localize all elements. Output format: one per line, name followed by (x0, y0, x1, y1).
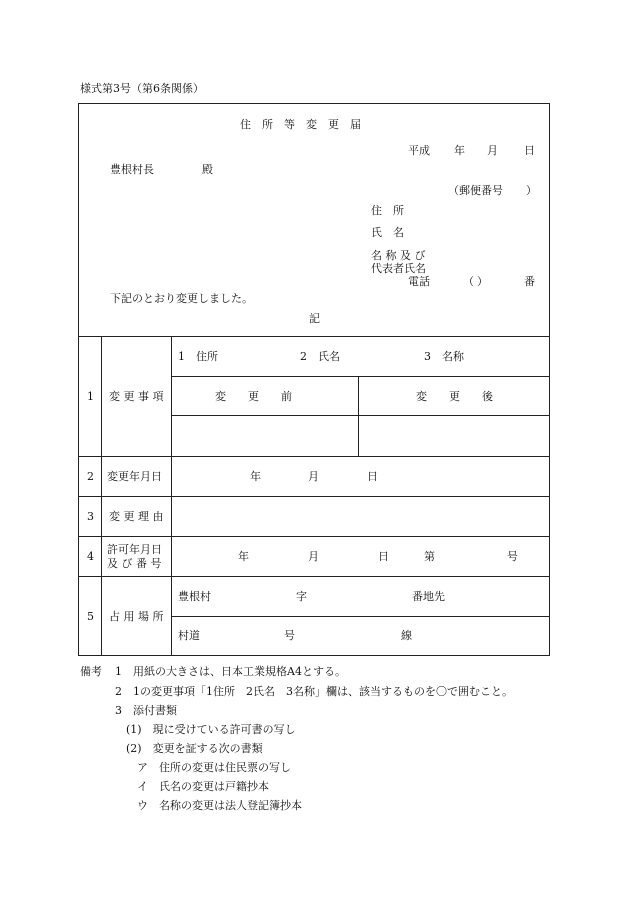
applicant-phone: 電話 (408, 275, 430, 288)
row1-no: 1 (87, 390, 94, 403)
addressee: 豊根村長 (110, 163, 154, 176)
date-year: 年 (454, 144, 465, 157)
date-month: 月 (487, 144, 498, 157)
remark-item: ウ 名称の変更は法人登記簿抄本 (137, 799, 302, 812)
location-go: 号 (284, 629, 295, 642)
applicant-corp-2: 代表者氏名 (371, 262, 426, 275)
grid-line (78, 536, 550, 537)
applicant-name: 氏 名 (371, 226, 404, 239)
phone-paren-close: ） (477, 275, 488, 288)
row5-label: 占 用 場 所 (109, 610, 164, 623)
grid-line (171, 376, 550, 377)
applicant-corp-1: 名 称 及 び (371, 249, 426, 262)
remark-item: 3 添付書類 (115, 704, 177, 717)
row2-year: 年 (250, 470, 261, 483)
before-value-field[interactable] (172, 417, 357, 455)
row1-label: 変 更 事 項 (109, 390, 164, 403)
after-header: 変 更 後 (416, 390, 493, 403)
row4-label-1: 許可年月日 (107, 543, 162, 556)
row4-go: 号 (507, 550, 518, 563)
remark-item: (2) 変更を証する次の書類 (126, 742, 263, 755)
row3-no: 3 (87, 510, 94, 523)
grid-line (78, 576, 550, 577)
postal-open: （郵便番号 (448, 184, 503, 197)
row4-day: 日 (378, 550, 389, 563)
remark-item: イ 氏名の変更は戸籍抄本 (137, 780, 269, 793)
form-title: 住 所 等 変 更 届 (240, 118, 361, 131)
row5-no: 5 (87, 610, 94, 623)
after-value-field[interactable] (359, 417, 549, 455)
grid-line (78, 336, 550, 337)
row4-label-2: 及 び 番 号 (107, 557, 162, 570)
row3-label: 変 更 理 由 (109, 510, 164, 523)
reason-field[interactable] (172, 497, 549, 535)
grid-line (78, 456, 550, 457)
row2-label: 変更年月日 (107, 470, 162, 483)
location-road: 村道 (178, 629, 200, 642)
honorific: 殿 (202, 163, 213, 176)
date-day: 日 (524, 144, 535, 157)
row2-day: 日 (367, 470, 378, 483)
location-aza: 字 (296, 590, 307, 603)
phone-paren-open: （ (463, 275, 474, 288)
postal-close: ） (526, 184, 537, 197)
remark-item: 1 用紙の大きさは、日本工業規格A4とする。 (115, 665, 346, 678)
before-header: 変 更 前 (215, 390, 292, 403)
notice-text: 下記のとおり変更しました。 (110, 292, 253, 305)
row2-no: 2 (87, 470, 94, 483)
remark-item: (1) 現に受けている許可書の写し (126, 723, 296, 736)
applicant-address: 住 所 (371, 204, 404, 217)
remarks-header: 備考 (80, 665, 102, 678)
row2-month: 月 (308, 470, 319, 483)
date-era: 平成 (408, 144, 430, 157)
row4-no: 4 (87, 550, 94, 563)
remark-item: ア 住所の変更は住民票の写し (137, 761, 291, 774)
grid-line (171, 415, 550, 416)
remark-item: 2 1の変更事項「1住所 2氏名 3名称」欄は、該当するものを〇で囲むこと。 (115, 685, 513, 698)
change-option-address: 1 住所 (178, 350, 218, 363)
location-village: 豊根村 (178, 590, 211, 603)
phone-ban: 番 (524, 275, 535, 288)
location-sen: 線 (401, 629, 412, 642)
form-number: 様式第3号（第6条関係） (80, 82, 204, 95)
row4-dai: 第 (424, 550, 435, 563)
ki-label: 記 (309, 312, 320, 325)
change-option-corp: 3 名称 (424, 350, 464, 363)
row4-year: 年 (238, 550, 249, 563)
location-banchi: 番地先 (412, 590, 445, 603)
row4-month: 月 (308, 550, 319, 563)
change-option-name: 2 氏名 (300, 350, 340, 363)
grid-line (171, 616, 550, 617)
